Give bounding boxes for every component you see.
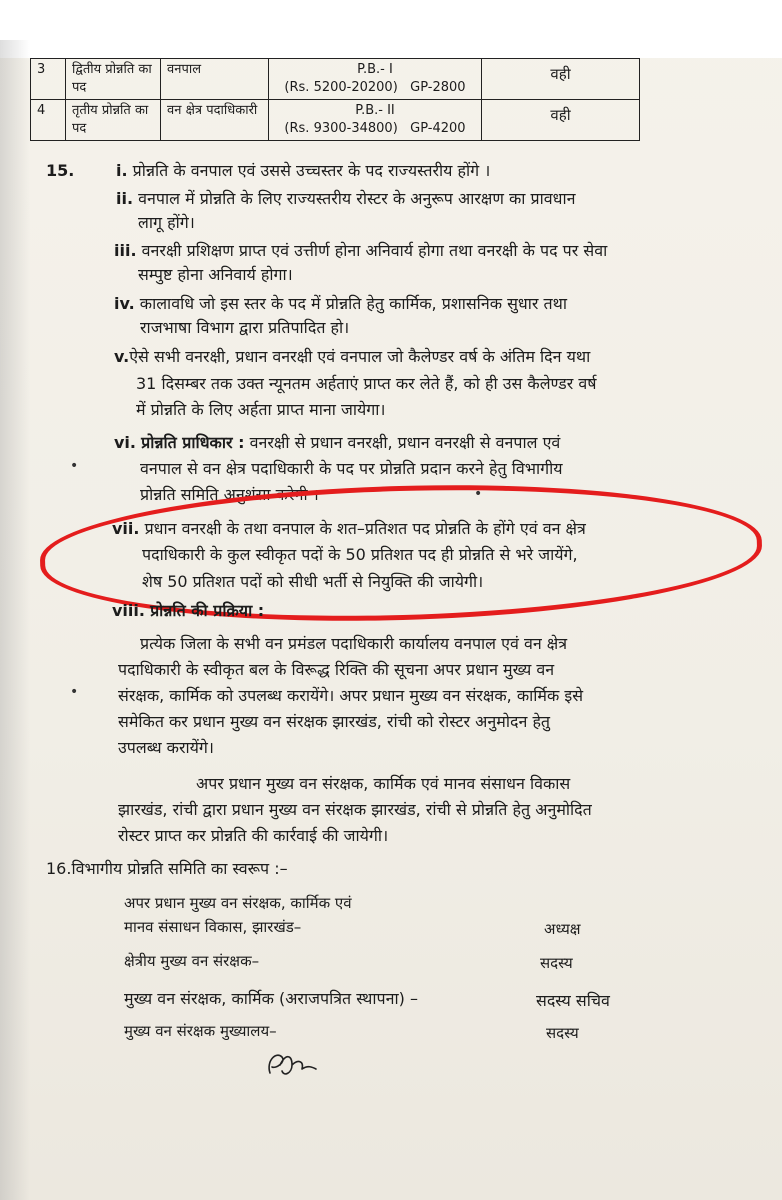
cell-sl: 3 (31, 59, 66, 100)
procedure-line: समेकित कर प्रधान मुख्य वन संरक्षक झारखंड, रांची को रोस्टर अनुमोदन हेतु (118, 712, 551, 731)
cell-pay (269, 59, 482, 100)
item-vi-cont-2: प्रोन्नति समिति अनुशंसा करेगी । (140, 485, 319, 504)
item-v-cont-1: 31 दिसम्बर तक उक्त न्यूनतम अर्हताएं प्राप्त कर लेते हैं, को ही उस कैलेण्डर वर्ष (136, 374, 597, 393)
item-ii (116, 188, 576, 210)
item-text: कालावधि जो इस स्तर के पद में प्रोन्नति हेतु कार्मिक, प्रशासनिक सुधार तथा (139, 294, 567, 313)
grade-pay: GP-4200 (410, 121, 466, 136)
item-vi (114, 432, 560, 454)
item-vii-cont-2: शेष 50 प्रतिशत पदों को सीधी भर्ती से नियुक्ति की जायेगी। (142, 572, 484, 591)
procedure-line: पदाधिकारी के स्वीकृत बल के विरूद्ध रिक्ति की सूचना अपर प्रधान मुख्य वन (118, 660, 555, 679)
table-row (31, 59, 640, 100)
cell-post: तृतीय प्रोन्नति का पद (66, 100, 161, 141)
top-margin (0, 0, 782, 58)
item-viii (112, 600, 264, 622)
pay-scale: (Rs. 9300-34800) (284, 121, 398, 136)
item-iv-cont: राजभाषा विभाग द्वारा प्रतिपादित हो। (140, 318, 350, 337)
grade-pay: GP-2800 (410, 80, 466, 95)
item-text: वनपाल में प्रोन्नति के लिए राज्यस्तरीय रोस्टर के अनुरूप आरक्षण का प्रावधान (138, 189, 576, 208)
cell-remark: वही (482, 59, 640, 100)
item-text: वनरक्षी प्रशिक्षण प्राप्त एवं उत्तीर्ण होना अनिवार्य होगा तथा वनरक्षी के पद पर सेवा (141, 241, 608, 260)
cell-sl: 4 (31, 100, 66, 141)
cell-post: द्वितीय प्रोन्नति का पद (66, 59, 161, 100)
item-num: vi. (114, 433, 136, 452)
committee-member-name: मानव संसाधन विकास, झारखंड– (124, 918, 302, 936)
item-text: ऐसे सभी वनरक्षी, प्रधान वनरक्षी एवं वनपाल जो कैलेण्डर वर्ष के अंतिम दिन यथा (129, 347, 591, 366)
procedure-line: प्रत्येक जिला के सभी वन प्रमंडल पदाधिकारी कार्यालय वनपाल एवं वन क्षेत्र (140, 634, 568, 653)
committee-member-name: क्षेत्रीय मुख्य वन संरक्षक– (124, 952, 260, 970)
cell-remark: वही (482, 100, 640, 141)
item-vii-cont-1: पदाधिकारी के कुल स्वीकृत पदों के 50 प्रतिशत पद ही प्रोन्नति से भरे जायेंगे, (142, 545, 578, 564)
page-edge-shadow (0, 40, 30, 1200)
item-num: viii. (112, 601, 145, 620)
pay-grade-table (30, 58, 640, 141)
signature-initials (262, 1043, 322, 1083)
item-num: iv. (114, 294, 135, 313)
pay-band: P.B.- I (357, 62, 393, 77)
item-num: iii. (114, 241, 137, 260)
item-title: प्रोन्नति प्राधिकार : (141, 433, 245, 452)
committee-member-role: सदस्य (540, 954, 573, 972)
item-num: i. (116, 161, 128, 180)
item-num: vii. (112, 519, 140, 538)
item-num: v. (114, 347, 130, 366)
item-text: वनरक्षी से प्रधान वनरक्षी, प्रधान वनरक्षी से वनपाल एवं (249, 433, 561, 452)
pay-band: P.B.- II (355, 103, 395, 118)
procedure-line: संरक्षक, कार्मिक को उपलब्ध करायेंगे। अपर प्रधान मुख्य वन संरक्षक, कार्मिक इसे (118, 686, 584, 705)
item-ii-cont: लागू होंगे। (138, 213, 195, 232)
committee-member-role: सदस्य सचिव (536, 991, 610, 1010)
cell-pay (269, 100, 482, 141)
procedure-line: झारखंड, रांची द्वारा प्रधान मुख्य वन संरक्षक झारखंड, रांची से प्रोन्नति हेतु अनुमोदित (118, 800, 592, 819)
item-iii (114, 240, 607, 262)
procedure-line: उपलब्ध करायेंगे। (118, 738, 214, 757)
committee-member-role: सदस्य (546, 1024, 579, 1042)
item-vi-cont-1: वनपाल से वन क्षेत्र पदाधिकारी के पद पर प्रोन्नति प्रदान करने हेतु विभागीय (140, 459, 563, 478)
committee-member-name: मुख्य वन संरक्षक मुख्यालय– (124, 1022, 277, 1040)
item-num: ii. (116, 189, 134, 208)
pay-scale: (Rs. 5200-20200) (284, 80, 398, 95)
item-i (116, 160, 490, 182)
section-16-heading: 16.विभागीय प्रोन्नति समिति का स्वरूप :– (46, 859, 288, 878)
cell-cadre: वनपाल (161, 59, 269, 100)
item-v (114, 346, 590, 368)
committee-member-name: मुख्य वन संरक्षक, कार्मिक (अराजपत्रित स्थापना) – (124, 989, 418, 1008)
item-text: प्रधान वनरक्षी के तथा वनपाल के शत–प्रतिशत पद प्रोन्नति के होंगे एवं वन क्षेत्र (144, 519, 586, 538)
section-15-number: 15. (46, 161, 75, 180)
table-row (31, 100, 640, 141)
item-vii (112, 518, 586, 540)
procedure-line: अपर प्रधान मुख्य वन संरक्षक, कार्मिक एवं मानव संसाधन विकास (196, 774, 571, 793)
item-text: प्रोन्नति के वनपाल एवं उससे उच्चस्तर के पद राज्यस्तरीय होंगे । (132, 161, 491, 180)
scan-dot: • (474, 486, 483, 502)
scan-dot: • (70, 684, 79, 700)
procedure-line: रोस्टर प्राप्त कर प्रोन्नति की कार्रवाई की जायेगी। (118, 826, 389, 845)
committee-member-name: अपर प्रधान मुख्य वन संरक्षक, कार्मिक एवं (124, 894, 352, 912)
committee-member-role: अध्यक्ष (544, 920, 581, 938)
cell-cadre: वन क्षेत्र पदाधिकारी (161, 100, 269, 141)
item-title: प्रोन्नति की प्रक्रिया : (150, 601, 265, 620)
item-iii-cont: सम्पुष्ट होना अनिवार्य होगा। (138, 265, 293, 284)
item-v-cont-2: में प्रोन्नति के लिए अर्हता प्राप्त माना जायेगा। (136, 400, 386, 419)
item-iv (114, 293, 567, 315)
scan-dot: • (70, 458, 79, 474)
